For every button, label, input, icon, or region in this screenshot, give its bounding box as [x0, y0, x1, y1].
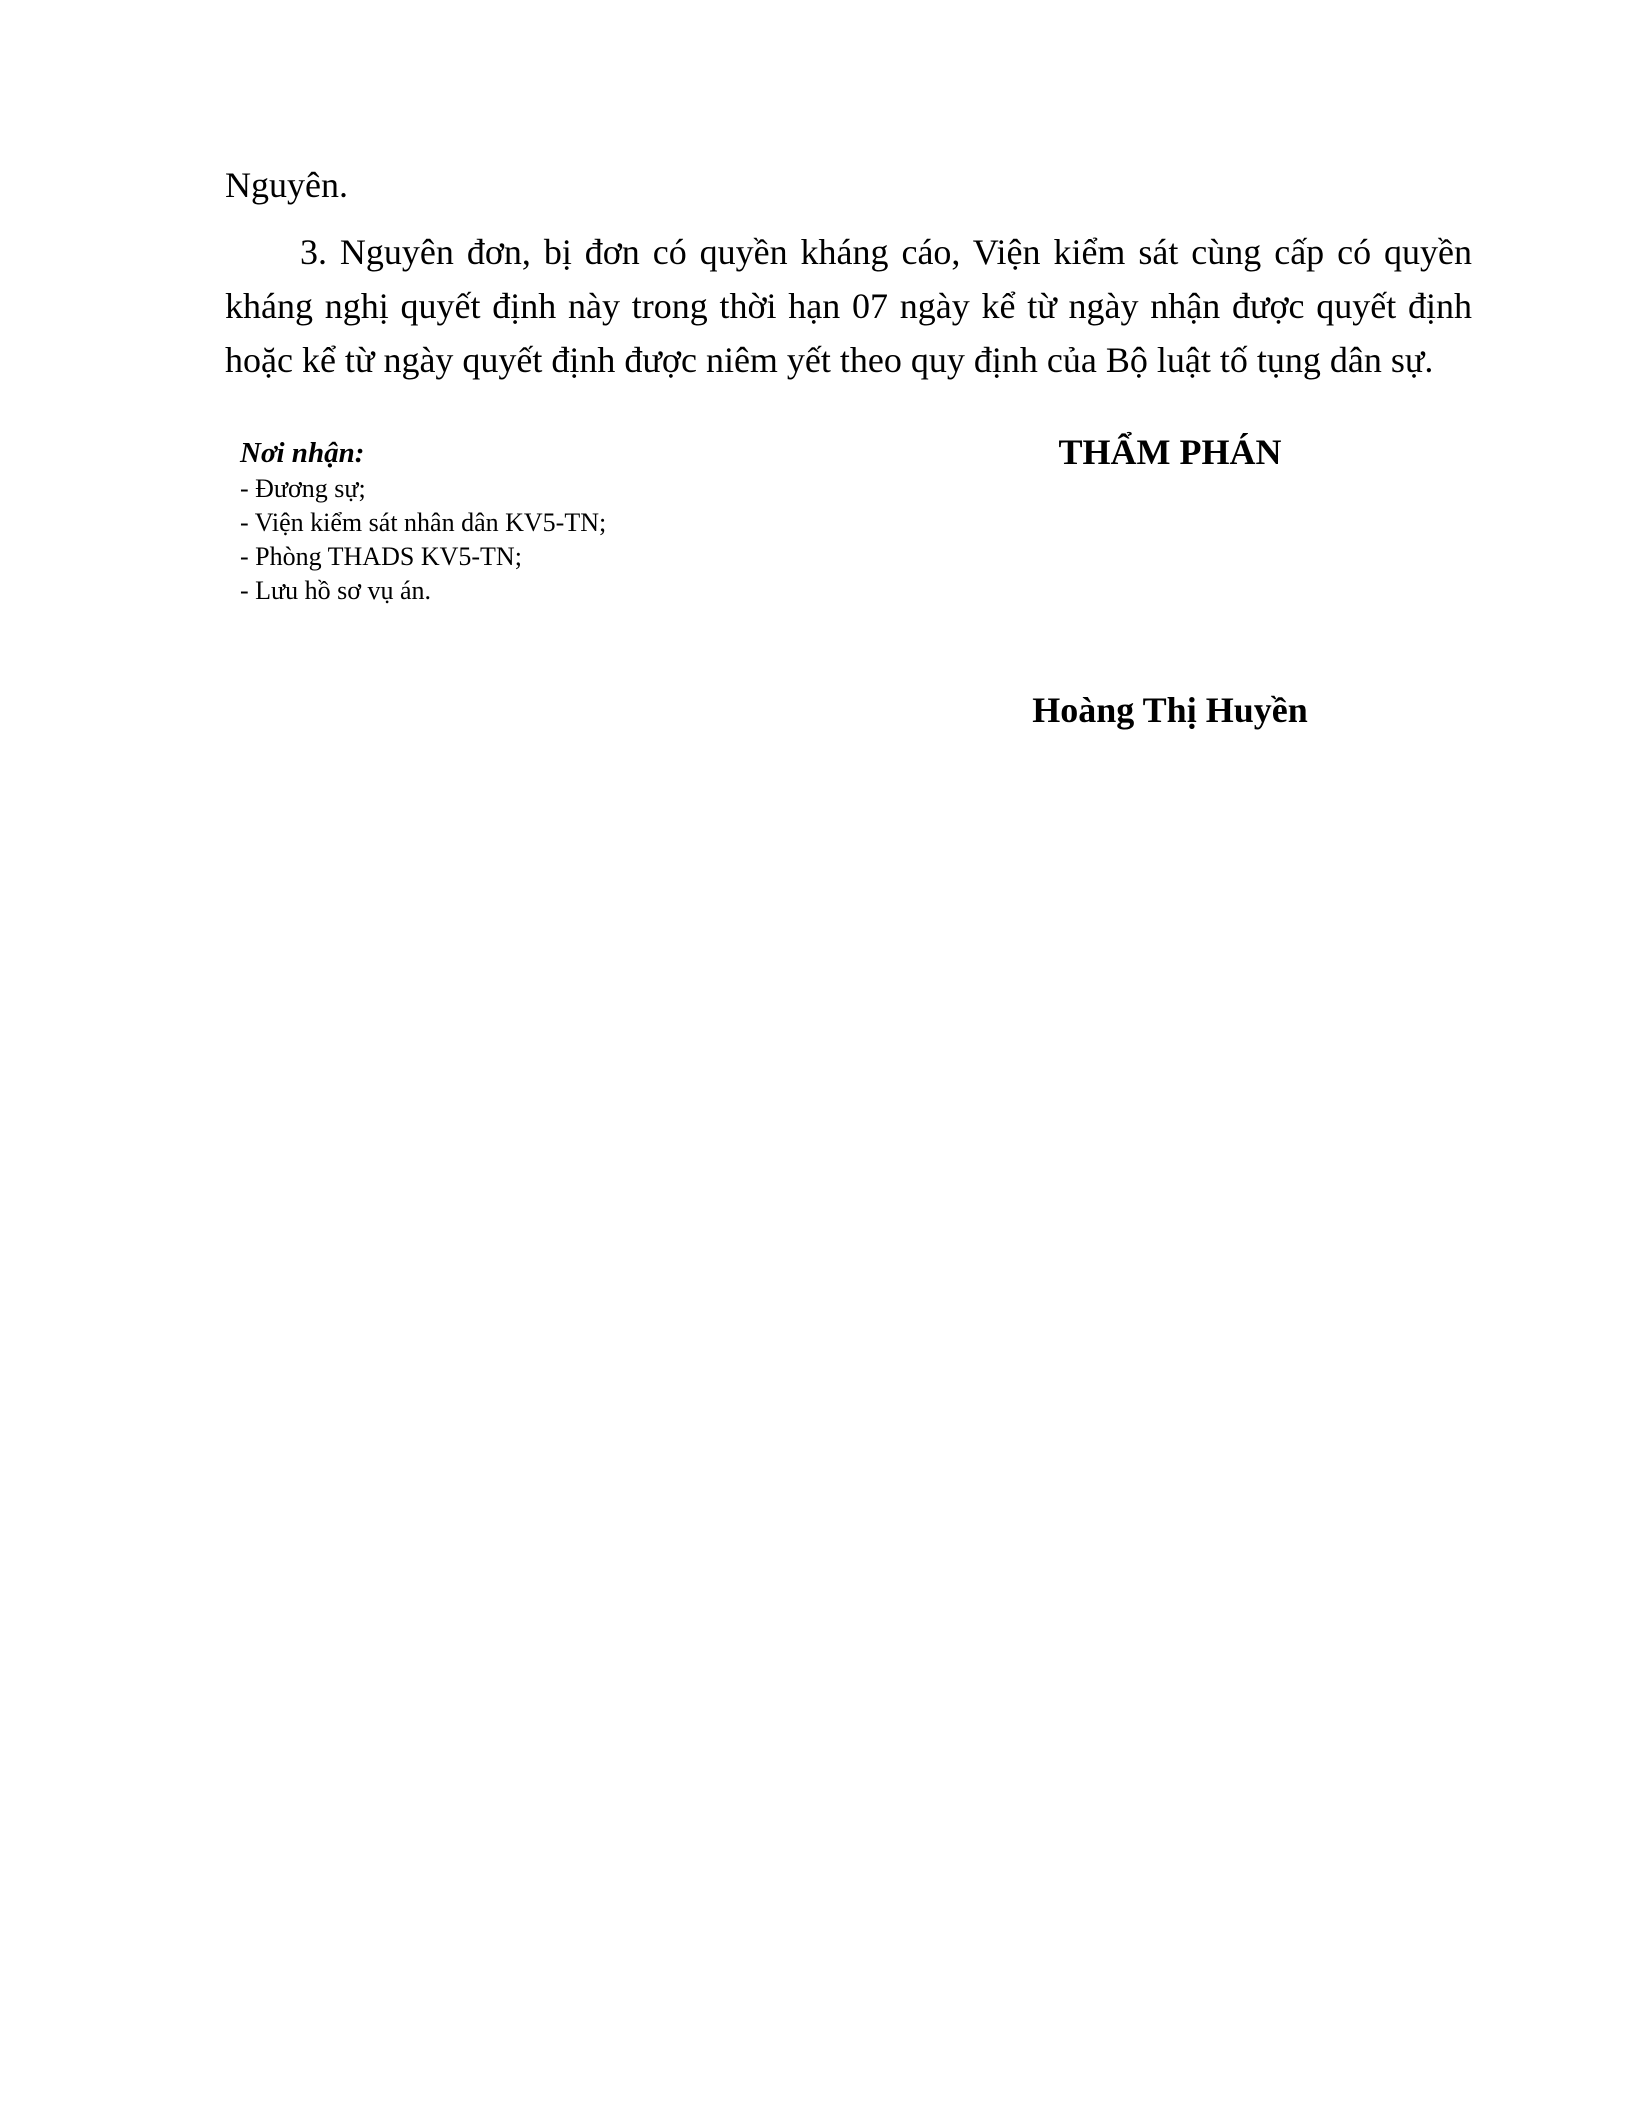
recipient-item-parties: - Đương sự;: [240, 474, 366, 503]
signature-title: THẨM PHÁN: [1058, 432, 1282, 472]
paragraph-appeal-rights: 3. Nguyên đơn, bị đơn có quyền kháng cáo, Viện kiểm sát cùng cấp có quyền kháng nghị quyết định này trong thời hạn 07 ngày kể từ ngày nhận được quyết định hoặc kể từ ngày quyết định được niêm yết theo quy định của Bộ luật tố tụng dân sự.: [225, 232, 1472, 380]
signer-name: Hoàng Thị Huyền: [1032, 690, 1308, 730]
recipients-list: [240, 472, 760, 608]
continuation-line: Nguyên.: [225, 165, 348, 205]
recipients-block: [240, 436, 760, 608]
recipients-title: Nơi nhận:: [240, 437, 365, 469]
recipient-item-procuracy: - Viện kiểm sát nhân dân KV5-TN;: [240, 508, 607, 537]
recipient-item-case-file: - Lưu hồ sơ vụ án.: [240, 576, 432, 605]
recipient-item-enforcement-office: - Phòng THADS KV5-TN;: [240, 542, 522, 571]
